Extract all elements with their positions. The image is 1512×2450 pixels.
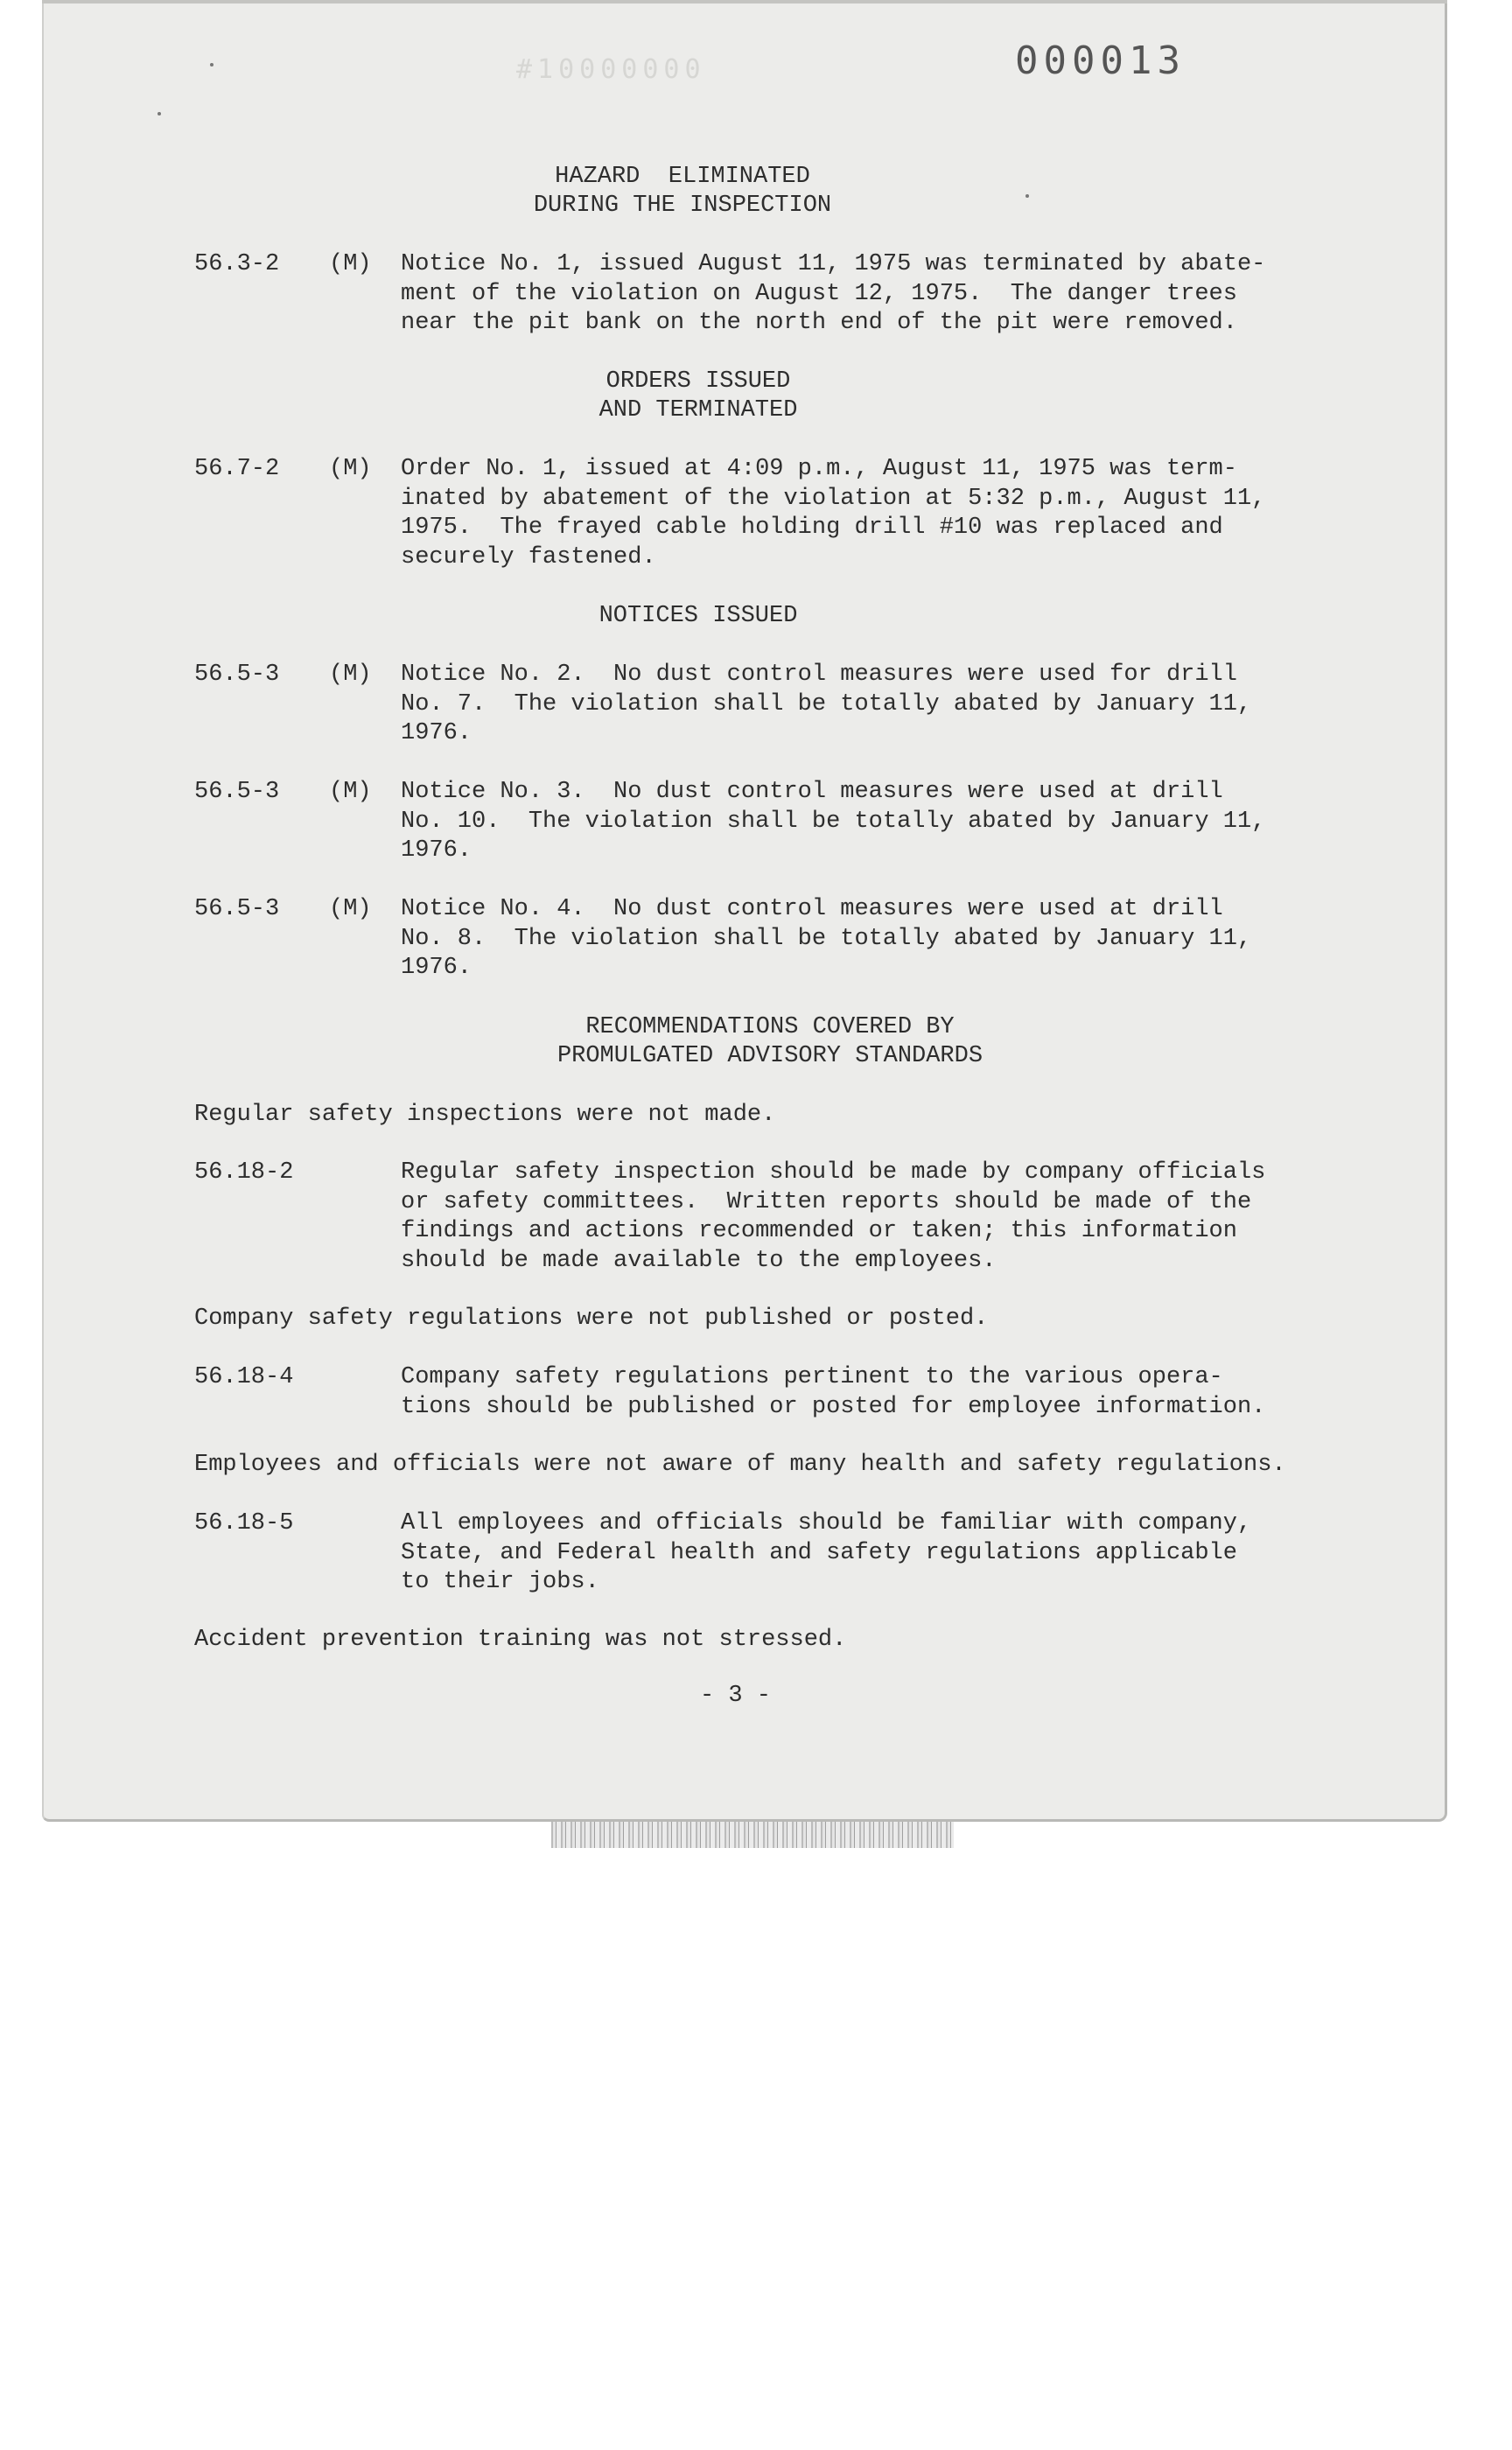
entry-code: 56.5-3 [194, 896, 280, 922]
entry-code: 56.7-2 [194, 456, 280, 482]
entry-code: 56.5-3 [194, 662, 280, 688]
finding-statement: Regular safety inspections were not made. [194, 1102, 776, 1128]
finding-text-line: Regular safety inspection should be made by company officials [401, 1159, 1266, 1186]
entry-text-line: No. 10. The violation shall be totally abated by January 11, [401, 808, 1266, 835]
finding-text-line: Company safety regulations pertinent to the various opera- [401, 1364, 1223, 1390]
entry-text-line: No. 7. The violation shall be totally abated by January 11, [401, 690, 1252, 718]
entry-text-line: Notice No. 1, issued August 11, 1975 was terminated by abate- [401, 251, 1266, 277]
section-heading-recommendations-line2: PROMULGATED ADVISORY STANDARDS [556, 1043, 984, 1069]
scan-speck [158, 112, 161, 116]
document-number: 000013 [1015, 38, 1186, 83]
finding-code: 56.18-2 [194, 1159, 294, 1186]
finding-statement: Employees and officials were not aware of many health and safety regulations. [194, 1452, 1286, 1478]
finding-text-line: findings and actions recommended or taken; this information [401, 1218, 1237, 1244]
entry-text-line: securely fastened. [401, 543, 656, 570]
scan-speck [1026, 194, 1029, 198]
entry-mark: (M) [329, 779, 372, 805]
finding-code: 56.18-5 [194, 1510, 294, 1536]
finding-text-line: All employees and officials should be familiar with company, [401, 1510, 1252, 1536]
finding-text-line: should be made available to the employees. [401, 1247, 997, 1274]
page-number: - 3 - [700, 1683, 772, 1709]
section-heading-orders-line2: AND TERMINATED [598, 397, 798, 424]
entry-text-line: 1976. [401, 837, 472, 864]
entry-code: 56.3-2 [194, 251, 280, 277]
entry-mark: (M) [329, 896, 372, 922]
entry-mark: (M) [329, 251, 372, 277]
section-heading-orders-line1: ORDERS ISSUED [606, 368, 791, 395]
entry-code: 56.5-3 [194, 779, 280, 805]
finding-text-line: or safety committees. Written reports should be made of the [401, 1188, 1252, 1215]
finding-statement: Company safety regulations were not published or posted. [194, 1306, 989, 1332]
finding-text-line: to their jobs. [401, 1569, 599, 1595]
scan-speck [210, 63, 214, 66]
entry-text-line: 1976. [401, 955, 472, 981]
page-top-edge [42, 0, 1447, 4]
closing-statement: Accident prevention training was not stressed. [194, 1627, 847, 1653]
scan-artifact-strip [551, 1822, 954, 1848]
entry-text-line: 1975. The frayed cable holding drill #10 was replaced and [401, 514, 1223, 541]
entry-mark: (M) [329, 662, 372, 688]
section-heading-recommendations-line1: RECOMMENDATIONS COVERED BY [585, 1014, 955, 1040]
section-heading-hazard-line1: HAZARD ELIMINATED [555, 164, 810, 190]
entry-text-line: Notice No. 2. No dust control measures were used for drill [401, 662, 1237, 688]
entry-text-line: near the pit bank on the north end of the pit were removed. [401, 310, 1237, 336]
finding-text-line: tions should be published or posted for employee information. [401, 1393, 1266, 1420]
entry-text-line: Notice No. 4. No dust control measures were used at drill [401, 896, 1223, 922]
entry-mark: (M) [329, 456, 372, 482]
section-heading-hazard-line2: DURING THE INSPECTION [533, 192, 832, 219]
entry-text-line: No. 8. The violation shall be totally abated by January 11, [401, 925, 1252, 952]
entry-text-line: 1976. [401, 720, 472, 746]
faint-header-stamp: #10000000 [516, 54, 706, 85]
entry-text-line: inated by abatement of the violation at 5:32 p.m., August 11, [401, 485, 1266, 512]
entry-text-line: ment of the violation on August 12, 1975. The danger trees [401, 280, 1237, 307]
entry-text-line: Notice No. 3. No dust control measures were used at drill [401, 779, 1223, 805]
entry-text-line: Order No. 1, issued at 4:09 p.m., August 11, 1975 was term- [401, 456, 1237, 482]
finding-code: 56.18-4 [194, 1364, 294, 1390]
finding-text-line: State, and Federal health and safety regulations applicable [401, 1539, 1237, 1566]
section-heading-notices: NOTICES ISSUED [598, 603, 798, 629]
